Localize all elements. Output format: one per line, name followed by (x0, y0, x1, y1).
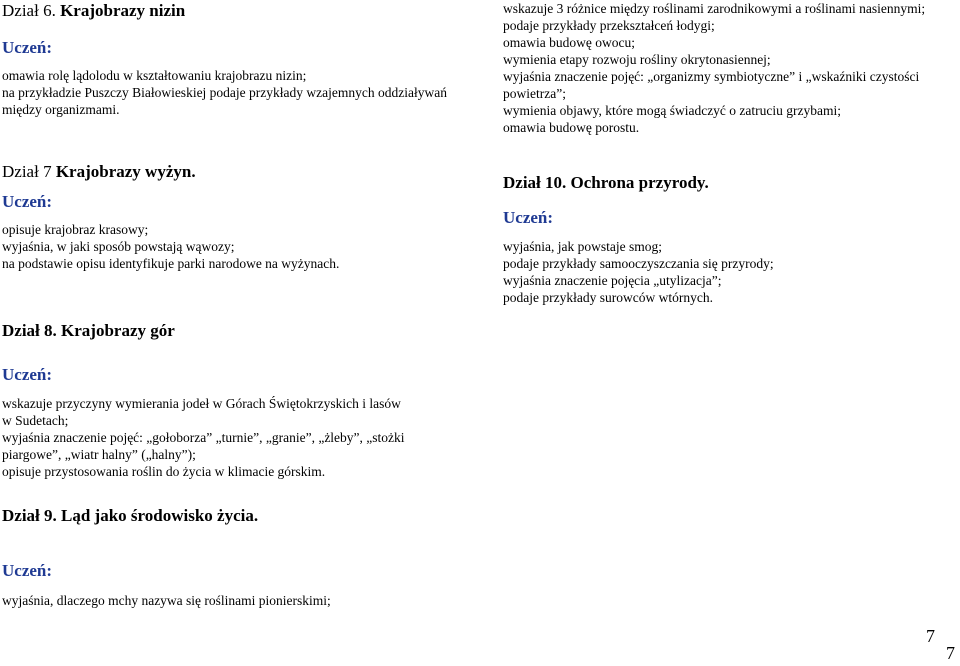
list-item: omawia rolę lądolodu w kształtowaniu krajobrazu nizin; (2, 68, 307, 83)
list-item: piargowe”, „wiatr halny” („halny”); (2, 447, 196, 462)
section-9-uczen-label: Uczeń: (2, 561, 53, 580)
list-item: omawia budowę owocu; (503, 35, 635, 50)
list-item: wyjaśnia, w jaki sposób powstają wąwozy; (2, 239, 235, 254)
list-item: wyjaśnia znaczenie pojęć: „gołoborza” „turnie”, „granie”, „żleby”, „stożki (2, 430, 405, 445)
section-8-heading (2, 321, 175, 341)
section-7-list (2, 221, 339, 272)
list-item: w Sudetach; (2, 413, 69, 428)
section-6-list (2, 67, 447, 118)
list-item: podaje przykłady samooczyszczania się przyrody; (503, 256, 774, 271)
section-6-heading (2, 1, 185, 21)
list-item: na przykładzie Puszczy Białowieskiej podaje przykłady wzajemnych oddziaływań (2, 85, 447, 100)
list-item: wskazuje przyczyny wymierania jodeł w Górach Świętokrzyskich i lasów (2, 396, 401, 411)
section-9-list (2, 592, 331, 609)
list-item: wyjaśnia znaczenie pojęcia „utylizacja”; (503, 273, 722, 288)
section-6-uczen-label: Uczeń: (2, 38, 53, 57)
section-9-title: Dział 9. Ląd jako środowisko życia. (2, 506, 259, 525)
section-6-prefix: Dział 6. (2, 1, 56, 20)
section-6-title: Krajobrazy nizin (60, 1, 186, 20)
section-10-uczen-label: Uczeń: (503, 208, 554, 227)
section-7-heading (2, 162, 196, 182)
section-9-heading (2, 506, 258, 526)
page-number: 7 (926, 626, 935, 646)
list-item: wymienia etapy rozwoju rośliny okrytonasiennej; (503, 52, 771, 67)
list-item: wyjaśnia, jak powstaje smog; (503, 239, 662, 254)
section-8-list (2, 395, 405, 480)
section-8-title: Dział 8. Krajobrazy gór (2, 321, 175, 340)
list-item: wyjaśnia, dlaczego mchy nazywa się roślinami pionierskimi; (2, 593, 331, 608)
section-10-heading (503, 173, 709, 193)
list-item: na podstawie opisu identyfikuje parki narodowe na wyżynach. (2, 256, 340, 271)
list-item: wymienia objawy, które mogą świadczyć o zatruciu grzybami; (503, 103, 842, 118)
list-item: omawia budowę porostu. (503, 120, 640, 135)
list-item: powietrza”; (503, 86, 566, 101)
section-7-prefix: Dział 7 (2, 162, 52, 181)
section-6-continued-list (503, 0, 925, 136)
list-item: podaje przykłady przekształceń łodygi; (503, 18, 715, 33)
section-8-uczen-label: Uczeń: (2, 365, 53, 384)
list-item: opisuje przystosowania roślin do życia w klimacie górskim. (2, 464, 326, 479)
section-10-title: Dział 10. Ochrona przyrody. (503, 173, 709, 192)
list-item: wyjaśnia znaczenie pojęć: „organizmy symbiotyczne” i „wskaźniki czystości (503, 69, 920, 84)
section-7-uczen-label: Uczeń: (2, 192, 53, 211)
section-7-title: Krajobrazy wyżyn. (55, 162, 196, 181)
list-item: podaje przykłady surowców wtórnych. (503, 290, 713, 305)
list-item: między organizmami. (2, 102, 120, 117)
section-10-list (503, 238, 774, 306)
list-item: opisuje krajobraz krasowy; (2, 222, 149, 237)
list-item: wskazuje 3 różnice między roślinami zarodnikowymi a roślinami nasiennymi; (503, 1, 926, 16)
page-number-footer: 7 (946, 643, 955, 663)
